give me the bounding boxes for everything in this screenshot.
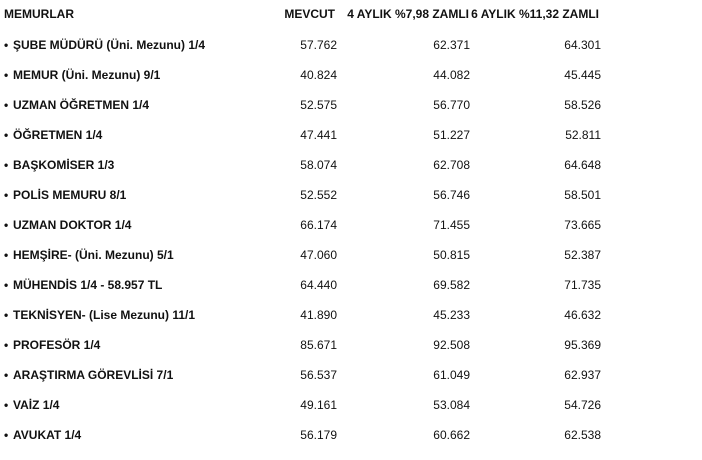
six-month-salary: 64.301 [564,38,601,52]
current-salary: 56.179 [300,428,337,442]
table-row [0,150,702,180]
current-salary: 52.552 [300,188,337,202]
four-month-salary: 53.084 [433,398,470,412]
six-month-salary: 64.648 [564,158,601,172]
table-body [0,30,702,450]
four-month-salary: 56.770 [433,98,470,112]
four-month-salary: 45.233 [433,308,470,322]
current-salary: 57.762 [300,38,337,52]
bullet-icon: • [4,278,9,292]
six-month-salary: 95.369 [564,338,601,352]
table-row [0,60,702,90]
position-title-cell [4,90,149,120]
bullet-icon: • [4,248,9,262]
position-title: POLİS MEMURU 8/1 [13,188,127,202]
bullet-icon: • [4,38,9,52]
four-month-salary: 44.082 [433,68,470,82]
table-row [0,270,702,300]
four-month-salary: 69.582 [433,278,470,292]
header-mevcut: MEVCUT [284,7,335,21]
current-salary: 49.161 [300,398,337,412]
six-month-salary: 73.665 [564,218,601,232]
six-month-salary: 45.445 [564,68,601,82]
position-title-cell [4,300,195,330]
table-row [0,90,702,120]
table-row [0,390,702,420]
position-title-cell [4,150,114,180]
table-row [0,210,702,240]
bullet-icon: • [4,68,9,82]
position-title-cell [4,360,173,390]
header-6-aylik: 6 AYLIK %11,32 ZAMLI [471,7,599,21]
four-month-salary: 50.815 [433,248,470,262]
bullet-icon: • [4,98,9,112]
six-month-salary: 62.937 [564,368,601,382]
four-month-salary: 61.049 [433,368,470,382]
current-salary: 52.575 [300,98,337,112]
bullet-icon: • [4,218,9,232]
current-salary: 47.060 [300,248,337,262]
six-month-salary: 52.387 [564,248,601,262]
bullet-icon: • [4,428,9,442]
position-title: TEKNİSYEN- (Lise Mezunu) 11/1 [13,308,196,322]
position-title: AVUKAT 1/4 [13,428,82,442]
position-title: VAİZ 1/4 [13,398,60,412]
current-salary: 58.074 [300,158,337,172]
bullet-icon: • [4,398,9,412]
current-salary: 64.440 [300,278,337,292]
table-row [0,180,702,210]
six-month-salary: 62.538 [564,428,601,442]
bullet-icon: • [4,188,9,202]
current-salary: 41.890 [300,308,337,322]
position-title-cell [4,420,81,450]
bullet-icon: • [4,128,9,142]
bullet-icon: • [4,338,9,352]
position-title-cell [4,330,100,360]
bullet-icon: • [4,368,9,382]
six-month-salary: 58.501 [564,188,601,202]
table-row [0,330,702,360]
bullet-icon: • [4,158,9,172]
position-title: MÜHENDİS 1/4 - 58.957 TL [13,278,163,292]
position-title-cell [4,60,160,90]
six-month-salary: 71.735 [564,278,601,292]
table-row [0,120,702,150]
six-month-salary: 52.811 [565,128,601,142]
position-title: MEMUR (Üni. Mezunu) 9/1 [13,68,161,82]
table-row [0,360,702,390]
position-title-cell [4,390,59,420]
position-title: PROFESÖR 1/4 [13,338,101,352]
table-header-row [0,0,702,30]
four-month-salary: 92.508 [433,338,470,352]
bullet-icon: • [4,308,9,322]
four-month-salary: 62.371 [433,38,470,52]
six-month-salary: 54.726 [564,398,601,412]
current-salary: 40.824 [300,68,337,82]
table-row [0,30,702,60]
table-row [0,420,702,450]
header-4-aylik: 4 AYLIK %7,98 ZAMLI [347,7,469,21]
position-title: UZMAN DOKTOR 1/4 [13,218,132,232]
position-title: HEMŞİRE- (Üni. Mezunu) 5/1 [13,248,174,262]
position-title: ARAŞTIRMA GÖREVLİSİ 7/1 [13,368,174,382]
four-month-salary: 51.227 [433,128,470,142]
four-month-salary: 60.662 [433,428,470,442]
header-memurlar: MEMURLAR [4,7,74,21]
current-salary: 56.537 [300,368,337,382]
six-month-salary: 46.632 [564,308,601,322]
position-title: BAŞKOMİSER 1/3 [13,158,115,172]
position-title: ÖĞRETMEN 1/4 [13,128,103,142]
position-title-cell [4,210,131,240]
position-title-cell [4,240,174,270]
position-title-cell [4,30,205,60]
current-salary: 85.671 [300,338,337,352]
position-title-cell [4,180,126,210]
position-title-cell [4,120,102,150]
four-month-salary: 62.708 [433,158,470,172]
current-salary: 47.441 [300,128,337,142]
four-month-salary: 56.746 [433,188,470,202]
current-salary: 66.174 [300,218,337,232]
position-title: ŞUBE MÜDÜRÜ (Üni. Mezunu) 1/4 [13,38,205,52]
four-month-salary: 71.455 [433,218,470,232]
six-month-salary: 58.526 [564,98,601,112]
table-row [0,240,702,270]
position-title-cell [4,270,162,300]
table-row [0,300,702,330]
position-title: UZMAN ÖĞRETMEN 1/4 [13,98,150,112]
